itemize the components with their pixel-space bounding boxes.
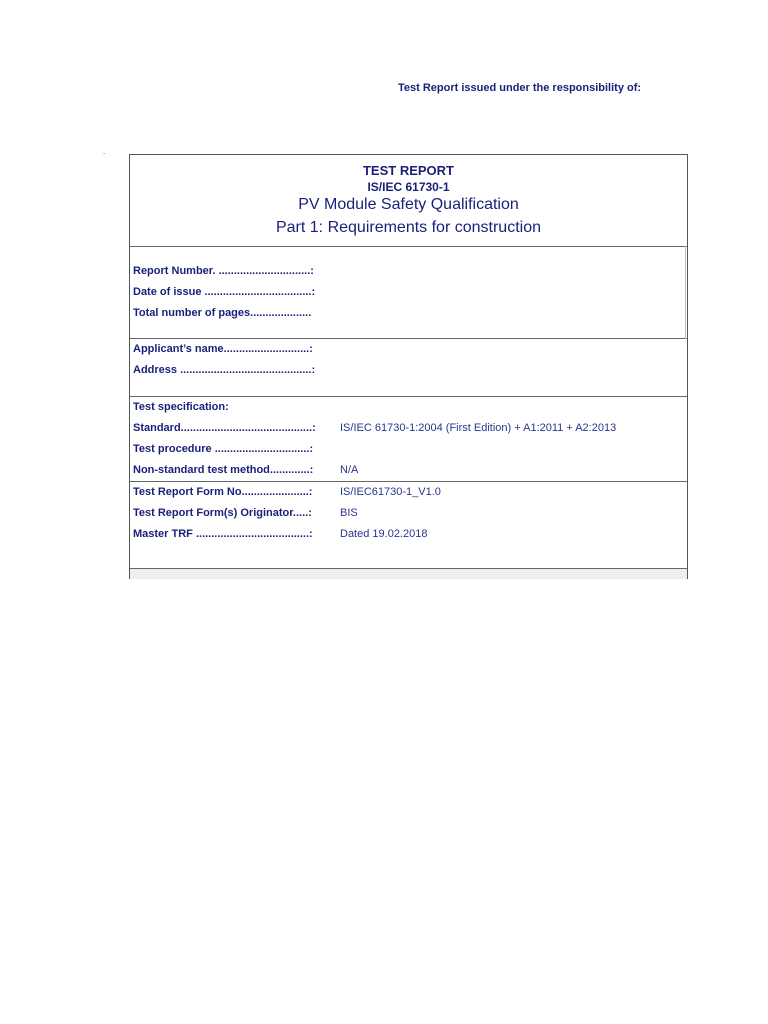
section-divider	[685, 246, 686, 339]
test-report-box	[129, 154, 688, 579]
report-info-section	[130, 246, 687, 339]
standard-value: IS/IEC 61730-1:2004 (First Edition) + A1:2011 + A2:2013	[340, 422, 617, 434]
responsibility-line: Test Report issued under the responsibility of:	[398, 82, 642, 94]
report-header	[130, 155, 687, 247]
applicant-section	[130, 339, 687, 397]
non-standard-method-value: N/A	[340, 464, 359, 476]
standard-number: IS/IEC 61730-1	[367, 180, 450, 194]
applicant-name-label: Applicant’s name............................:	[133, 343, 313, 355]
stray-mark: .	[103, 147, 106, 156]
originator-label: Test Report Form(s) Originator.....:	[133, 507, 312, 519]
report-title: TEST REPORT	[362, 163, 454, 178]
report-number-label: Report Number. ..............................:	[133, 265, 314, 277]
report-part: Part 1: Requirements for construction	[275, 219, 541, 236]
date-of-issue-label: Date of issue ...................................:	[133, 286, 316, 298]
total-pages-label: Total number of pages....................	[133, 307, 312, 319]
master-trf-value: Dated 19.02.2018	[340, 528, 428, 540]
form-number-value: IS/IEC61730-1_V1.0	[340, 486, 441, 498]
master-trf-label: Master TRF .....................................:	[133, 528, 313, 540]
form-info-section	[130, 482, 687, 569]
test-spec-heading: Test specification:	[133, 401, 229, 413]
originator-value: BIS	[340, 507, 358, 519]
non-standard-method-label: Non-standard test method.............:	[133, 464, 314, 476]
report-subject: PV Module Safety Qualification	[298, 196, 519, 213]
standard-label: Standard...........................................:	[133, 422, 316, 434]
test-procedure-label: Test procedure ...............................:	[133, 443, 314, 455]
test-specification-section	[130, 397, 687, 482]
address-label: Address ...........................................:	[133, 364, 316, 376]
form-number-label: Test Report Form No......................:	[133, 486, 313, 498]
footer-strip	[130, 569, 687, 579]
